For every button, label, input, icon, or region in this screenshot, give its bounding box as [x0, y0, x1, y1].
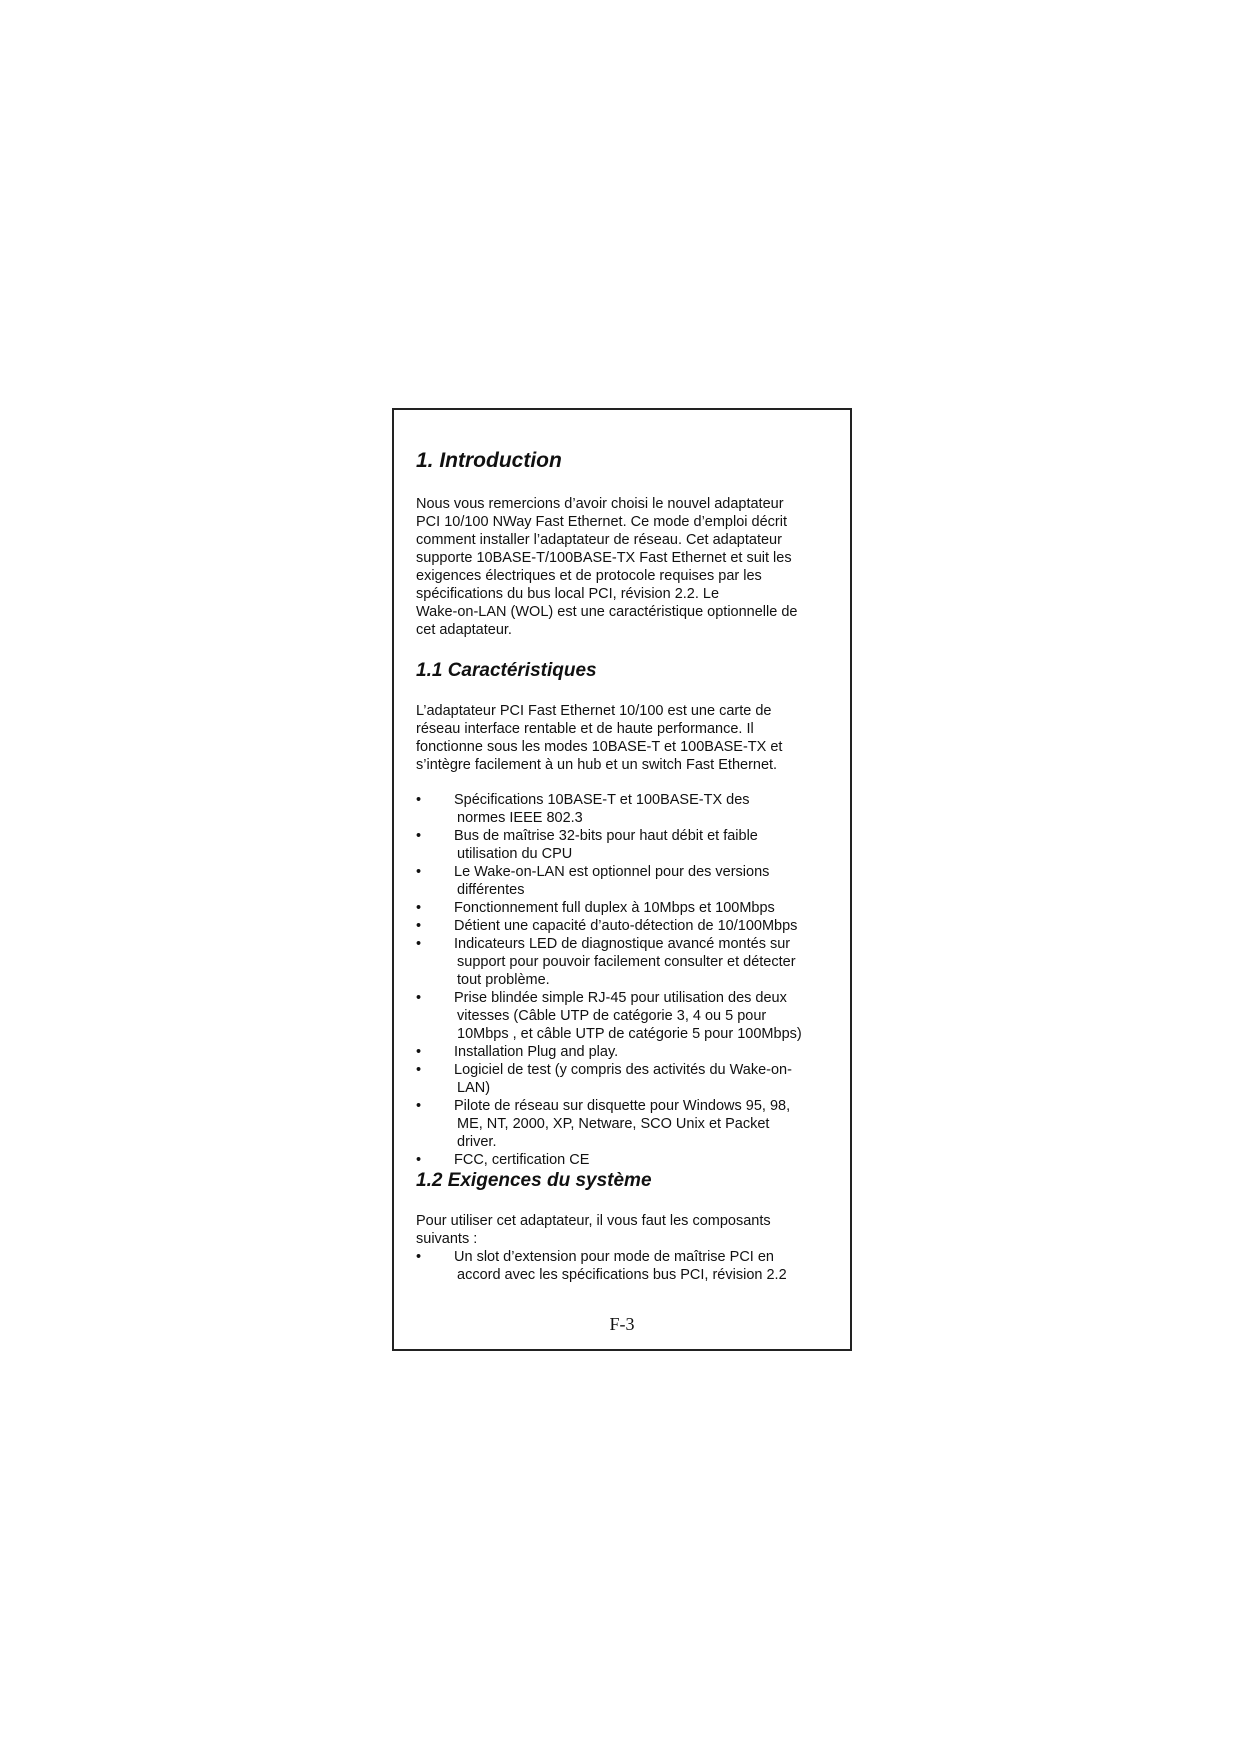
- requirements-heading: 1.2 Exigences du système: [416, 1170, 652, 1191]
- text-line: Pour utiliser cet adaptateur, il vous faut les composants: [416, 1213, 771, 1229]
- text-line: PCI 10/100 NWay Fast Ethernet. Ce mode d’emploi décrit: [416, 514, 787, 530]
- list-item: • Installation Plug and play.: [416, 1044, 619, 1060]
- bullet-icon: •: [416, 1044, 422, 1060]
- text-line: Wake-on-LAN (WOL) est une caractéristique optionnelle de: [416, 604, 798, 620]
- list-item: • Un slot d’extension pour mode de maîtrise PCI en accord avec les spécifications bus PCI, révision 2.2: [416, 1249, 787, 1283]
- text-line: L’adaptateur PCI Fast Ethernet 10/100 est une carte de: [416, 703, 772, 719]
- page-content: [416, 448, 836, 1284]
- bullet-icon: •: [416, 1152, 422, 1168]
- list-item: • Le Wake-on-LAN est optionnel pour des versions différentes: [416, 864, 770, 898]
- features-list: [416, 791, 836, 1169]
- features-paragraph: [416, 702, 836, 774]
- bullet-icon: •: [416, 792, 422, 808]
- list-item: • Logiciel de test (y compris des activités du Wake-on- LAN): [416, 1062, 792, 1096]
- bullet-icon: •: [416, 918, 422, 934]
- text-line: comment installer l’adaptateur de réseau. Cet adaptateur: [416, 532, 782, 548]
- list-item: • Indicateurs LED de diagnostique avancé montés sur support pour pouvoir facilement consulter et détecter tout problème.: [416, 936, 796, 988]
- introduction-paragraph: [416, 495, 836, 639]
- text-line: s’intègre facilement à un hub et un switch Fast Ethernet.: [416, 757, 778, 773]
- list-item: • FCC, certification CE: [416, 1152, 590, 1168]
- list-item: • Bus de maîtrise 32-bits pour haut débit et faible utilisation du CPU: [416, 828, 758, 862]
- bullet-icon: •: [416, 936, 422, 952]
- bullet-icon: •: [416, 1098, 422, 1114]
- features-heading: 1.1 Caractéristiques: [416, 660, 597, 681]
- introduction-heading: 1. Introduction: [416, 449, 562, 472]
- list-item: • Prise blindée simple RJ-45 pour utilisation des deux vitesses (Câble UTP de catégorie 3, 4 ou 5 pour 10Mbps , et câble UTP de catégorie 5 pour 100Mbps): [416, 990, 802, 1042]
- page-number: F-3: [609, 1314, 635, 1334]
- bullet-icon: •: [416, 990, 422, 1006]
- text-line: spécifications du bus local PCI, révision 2.2. Le: [416, 586, 720, 602]
- manual-page: [392, 408, 852, 1351]
- text-line: suivants :: [416, 1231, 478, 1247]
- text-line: supporte 10BASE-T/100BASE-TX Fast Ethernet et suit les: [416, 550, 792, 566]
- list-item: • Pilote de réseau sur disquette pour Windows 95, 98, ME, NT, 2000, XP, Netware, SCO Unix et Packet driver.: [416, 1098, 791, 1150]
- text-line: réseau interface rentable et de haute performance. Il: [416, 721, 754, 737]
- bullet-icon: •: [416, 864, 422, 880]
- list-item: • Détient une capacité d’auto-détection de 10/100Mbps: [416, 918, 798, 934]
- text-line: Nous vous remercions d’avoir choisi le nouvel adaptateur: [416, 496, 784, 512]
- list-item: • Spécifications 10BASE-T et 100BASE-TX des normes IEEE 802.3: [416, 792, 750, 826]
- bullet-icon: •: [416, 1062, 422, 1078]
- text-line: fonctionne sous les modes 10BASE-T et 100BASE-TX et: [416, 739, 783, 755]
- bullet-icon: •: [416, 828, 422, 844]
- text-line: cet adaptateur.: [416, 622, 512, 638]
- requirements-list: [416, 1248, 836, 1284]
- text-line: exigences électriques et de protocole requises par les: [416, 568, 762, 584]
- bullet-icon: •: [416, 1249, 422, 1265]
- bullet-icon: •: [416, 900, 422, 916]
- requirements-paragraph: [416, 1212, 836, 1248]
- list-item: • Fonctionnement full duplex à 10Mbps et 100Mbps: [416, 900, 775, 916]
